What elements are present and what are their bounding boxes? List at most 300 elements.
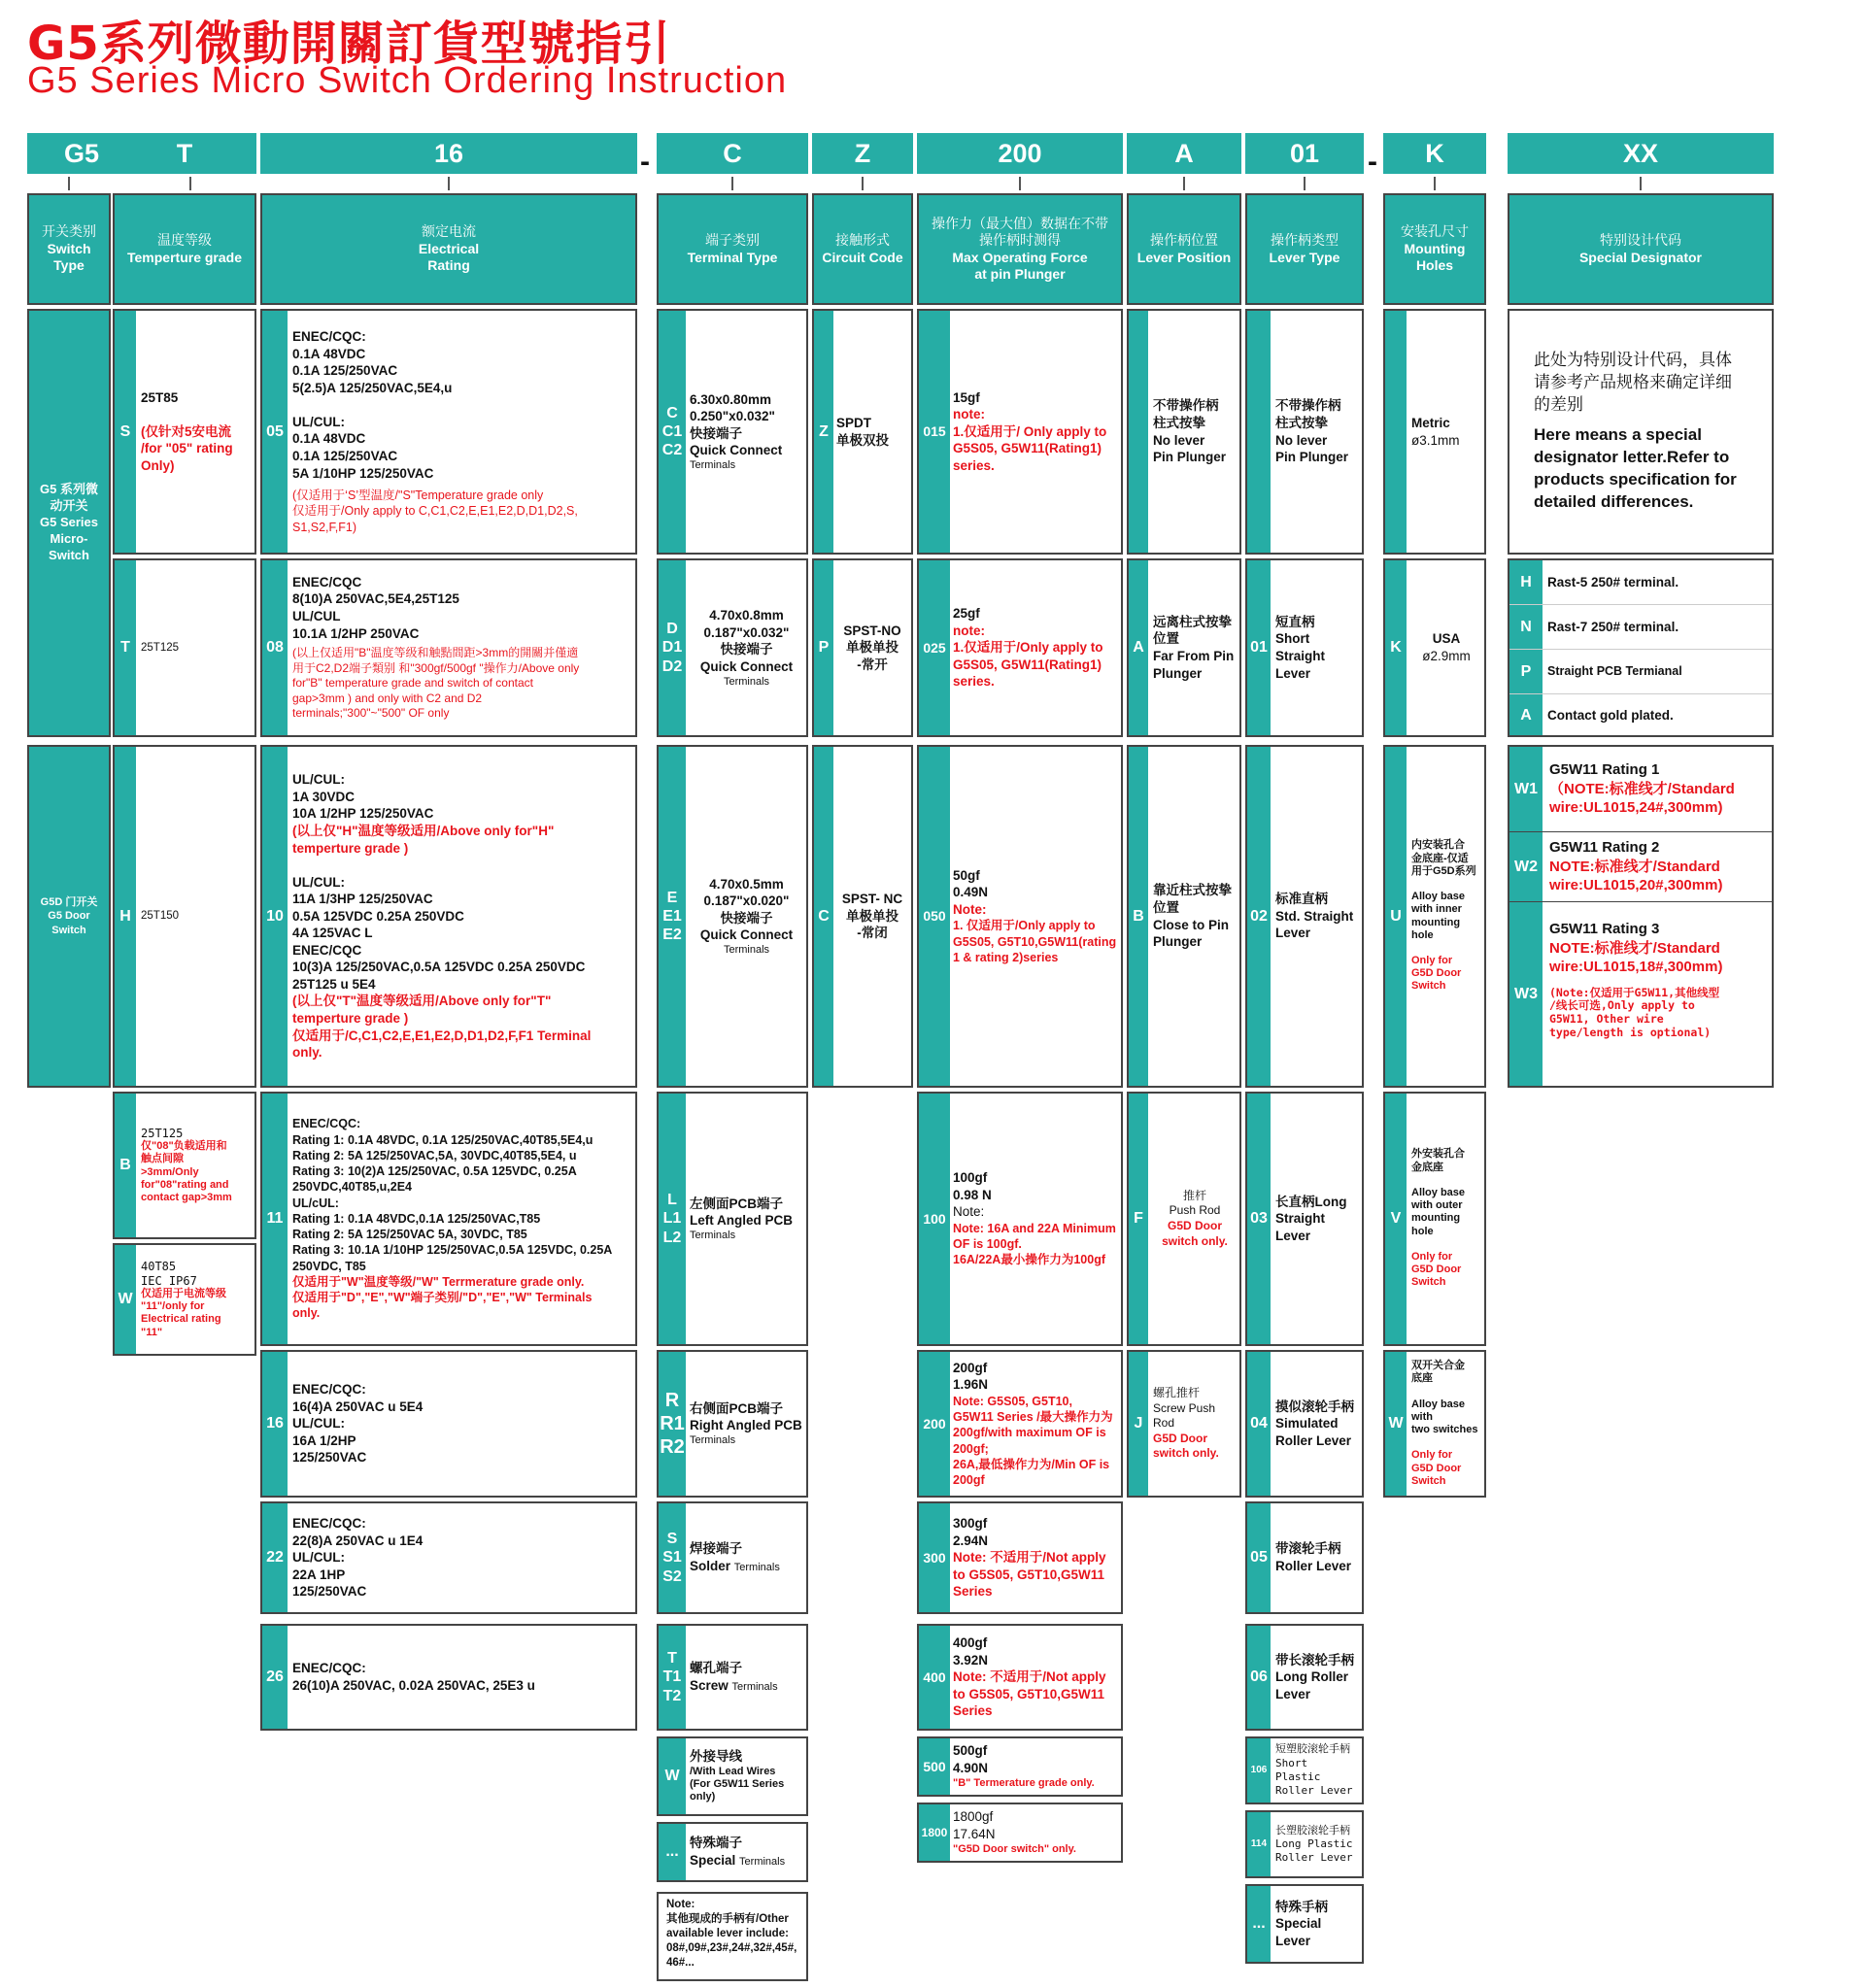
cell-text: Rod — [1153, 1416, 1175, 1431]
cell-text: 4.70x0.8mm — [709, 608, 784, 623]
code-label: W1 — [1509, 747, 1543, 831]
header-switch-type — [27, 193, 111, 305]
cell-text: Rast-7 250# terminal. — [1547, 619, 1679, 634]
cell-text: Only for — [1411, 1449, 1453, 1462]
lever-pos-f — [1127, 1092, 1241, 1346]
cell-text: 不带操作柄 — [1275, 398, 1341, 414]
special-a — [1509, 694, 1774, 737]
cell-text: 触点间隙 — [141, 1153, 184, 1165]
cell-text: only) — [690, 1791, 716, 1803]
cell-text: Metric — [1411, 415, 1450, 430]
cell-text: G5 系列微 — [40, 482, 98, 497]
cell-text: to G5S05, G5T10,G5W11 — [953, 1686, 1105, 1702]
cell-text: 22A 1HP — [292, 1567, 346, 1582]
header-cn: 操作柄时测得 — [979, 232, 1061, 248]
mounting-k — [1383, 558, 1486, 737]
cell-text: 用于C2,D2端子類别 和"300gf/500gf "操作力/Above only — [292, 660, 580, 675]
circuit-c — [812, 745, 913, 1088]
cell-text: SPDT — [836, 415, 872, 430]
cell-text: Note: G5S05, G5T10, — [953, 1394, 1072, 1408]
cell-text: Alloy base — [1411, 891, 1466, 903]
cell-text: Rating 2: 5A 125/250VAC 5A, 30VDC, T85 — [292, 1228, 527, 1242]
force-025 — [917, 558, 1123, 737]
cell-text: Lever — [1275, 1933, 1311, 1948]
code-label: 05 — [262, 311, 288, 553]
cell-text: Rating 2: 5A 125/250VAC,5A, 30VDC,40T85,5E4, u — [292, 1148, 577, 1162]
cell-text: No lever — [1153, 432, 1205, 448]
code-label: T — [667, 1650, 677, 1668]
cell-text: 5A 1/10HP 125/250VAC — [292, 465, 434, 481]
cell-text: 26(10)A 250VAC, 0.02A 250VAC, 25E3 u — [292, 1678, 535, 1693]
cell-text: 位置 — [1153, 631, 1179, 647]
rating-16 — [260, 1350, 637, 1498]
cell-text: 300gf — [953, 1516, 988, 1532]
header-en: Special Designator — [1578, 249, 1703, 265]
cell-text: ENEC/CQC: — [292, 1516, 366, 1532]
special-w3 — [1509, 902, 1774, 1086]
cell-text: G5D Door — [1153, 1431, 1208, 1445]
code-label: 26 — [262, 1626, 288, 1729]
code-label: B — [115, 1094, 136, 1237]
cell-text: two switches — [1411, 1424, 1478, 1435]
code-label: C1 — [661, 422, 683, 440]
cell-text: Rating 3: 10(2)A 125/250VAC, 0.5A 125VDC, 0.25A — [292, 1164, 577, 1179]
cell-text: Rast-5 250# terminal. — [1547, 574, 1679, 590]
code-label: S — [666, 1531, 678, 1548]
cell-text: temperture grade ) — [292, 1011, 409, 1026]
header-en: Max Operating Force — [952, 249, 1088, 265]
cell-text: contact gap>3mm — [141, 1191, 232, 1203]
cell-text: Switch — [49, 547, 89, 562]
cell-text: 200gf — [953, 1473, 985, 1488]
cell-text: Alloy base — [1411, 1187, 1466, 1199]
cell-text: wire:UL1015,18#,300mm) — [1549, 959, 1723, 975]
cell-text: Terminals — [739, 1856, 786, 1868]
cell-text: 17.64N — [953, 1826, 996, 1841]
cell-text: 的差别 — [1534, 395, 1583, 415]
cell-text: 快接端子 — [690, 425, 742, 441]
cell-text: /With Lead Wires — [690, 1765, 776, 1777]
code-a: A — [1127, 133, 1241, 174]
cell-text: ENEC/CQC: — [292, 329, 366, 345]
cell-text: 25T150 — [141, 910, 180, 923]
cell-text: /线长可选,Only apply to — [1549, 998, 1695, 1013]
cell-text: SPST-NO — [843, 623, 901, 638]
cell-text: Series — [953, 1584, 993, 1600]
cell-text: IEC IP67 — [141, 1273, 197, 1288]
cell-text: Rating 1: 0.1A 48VDC,0.1A 125/250VAC,T85 — [292, 1211, 541, 1226]
header-cn: 特别设计代码 — [1600, 232, 1681, 248]
cell-text: ENEC/CQC — [292, 942, 362, 958]
force-1800 — [917, 1803, 1123, 1863]
cell-text: designator letter.Refer to — [1534, 447, 1730, 466]
header-en: Temperture grade — [127, 249, 242, 265]
cell-text: Terminals — [723, 944, 770, 956]
code-label: C — [814, 747, 833, 1086]
lever-pos-j — [1127, 1350, 1241, 1498]
header-circuit — [812, 193, 913, 305]
lever-type-04 — [1245, 1350, 1364, 1498]
cell-text: to G5S05, G5T10,G5W11 — [953, 1567, 1105, 1582]
lever-type-special — [1245, 1884, 1364, 1964]
cell-text: 15gf — [953, 389, 980, 405]
cell-text: 1.仅适用于/Only apply to — [953, 640, 1103, 656]
code-label — [1385, 311, 1407, 553]
lever-type-01 — [1245, 558, 1364, 737]
rating-26 — [260, 1624, 637, 1731]
code-label: 01 — [1247, 560, 1271, 735]
cell-text: gap>3mm ) and only with C2 and D2 — [292, 691, 483, 705]
code-16: 16 — [260, 133, 637, 174]
connector-line — [189, 177, 191, 190]
cell-text: note: — [953, 407, 985, 422]
header-temperature — [113, 193, 256, 305]
cell-text: 0.1A 48VDC — [292, 346, 366, 361]
cell-text: S1,S2,F,F1) — [292, 520, 356, 534]
code-label: T — [115, 560, 136, 735]
header-en: Type — [53, 257, 85, 274]
cell-text: Short Plastic — [1275, 1756, 1321, 1783]
cell-text: 100gf — [953, 1170, 988, 1186]
cell-text: ø2.9mm — [1422, 649, 1471, 663]
cell-text: 特殊手柄 — [1275, 1899, 1328, 1914]
cell-text: G5W11, Other wire — [1549, 1012, 1664, 1027]
code-z: Z — [812, 133, 913, 174]
terminal-c — [657, 309, 808, 555]
cell-text: 摸似滚轮手柄 — [1275, 1398, 1354, 1414]
cell-text: 动开关 — [50, 498, 88, 514]
code-label: T1 — [662, 1668, 682, 1686]
cell-text: Short — [1275, 631, 1310, 647]
code-label: 04 — [1247, 1352, 1271, 1496]
cell-text: 4.90N — [953, 1760, 989, 1775]
code-label: 050 — [919, 747, 950, 1086]
note-text: 其他现成的手柄有/Other — [666, 1912, 789, 1925]
terminal-r — [657, 1350, 808, 1498]
special-w2 — [1509, 832, 1774, 902]
cell-text: Note: — [953, 901, 987, 917]
switch-type-g5d — [27, 745, 111, 1088]
rating-05 — [260, 309, 637, 555]
cell-text: 底座 — [1411, 1372, 1433, 1385]
cell-text: 仅"08"负载适用和 — [141, 1140, 227, 1153]
terminal-d — [657, 558, 808, 737]
code-label — [1247, 311, 1271, 553]
note-text: Note: — [666, 1899, 695, 1910]
cell-text: 远离柱式按挚 — [1153, 614, 1232, 629]
cell-text: 25T85 — [141, 389, 179, 405]
cell-text: 50gf — [953, 867, 980, 883]
header-en: Holes — [1415, 257, 1454, 274]
cell-text: 请参考产品规格来确定详细 — [1534, 373, 1732, 392]
cell-text: Roller Lever — [1275, 1851, 1353, 1865]
cell-text: Roller Lever — [1275, 1784, 1353, 1798]
cell-text: 125/250VAC — [292, 1584, 367, 1600]
header-lever-type — [1245, 193, 1364, 305]
cell-text: NOTE:标准线才/Standard — [1549, 858, 1720, 875]
mounting-u — [1383, 745, 1486, 1088]
cell-text: temperture grade ) — [292, 840, 409, 856]
code-01: 01 — [1245, 133, 1364, 174]
cell-text: hole — [1411, 928, 1434, 941]
code-dash-1: - — [640, 146, 650, 178]
cell-text: G5D Door — [1411, 1462, 1462, 1474]
cell-text: 25T125 u 5E4 — [292, 976, 376, 992]
code-label: 06 — [1247, 1626, 1271, 1729]
cell-text: 不带操作柄 — [1153, 398, 1219, 414]
cell-text: Lever — [1275, 1228, 1311, 1243]
rating-10 — [260, 745, 637, 1088]
code-t: T — [113, 133, 256, 174]
cell-text: 单极单投 — [846, 908, 899, 924]
code-label: T2 — [662, 1687, 682, 1704]
code-c: C — [657, 133, 808, 174]
cell-text: G5D Door — [1411, 1264, 1462, 1276]
code-label: H — [1509, 560, 1543, 604]
note-text: available lever include: — [666, 1927, 789, 1939]
cell-text: Close to Pin — [1153, 917, 1230, 932]
cell-text: 带滚轮手柄 — [1275, 1541, 1341, 1557]
cell-text: (Note:仅适用于G5W11,其他线型 — [1549, 985, 1720, 999]
force-400 — [917, 1624, 1123, 1731]
cell-text: Switch — [1411, 1276, 1446, 1289]
cell-text: for"08"rating and — [141, 1178, 229, 1191]
connector-line — [1434, 177, 1436, 190]
code-label: L1 — [662, 1210, 682, 1228]
cell-text: 1.仅适用于/ Only apply to — [953, 423, 1107, 439]
cell-text: Plunger — [1153, 665, 1203, 681]
terminal-s — [657, 1501, 808, 1614]
cell-text: G5W11 Rating 3 — [1549, 921, 1660, 937]
cell-text: 10A 1/2HP 125/250VAC — [292, 806, 434, 822]
code-label: 22 — [262, 1503, 288, 1612]
cell-text: Special — [1275, 1916, 1322, 1932]
cell-text: 0.49N — [953, 885, 989, 900]
cell-text: mounting hole — [1411, 1212, 1461, 1237]
header-cn: 接触形式 — [835, 232, 890, 248]
cell-text: 4.70x0.5mm — [709, 876, 784, 892]
cell-text: 短直柄 — [1275, 614, 1315, 629]
cell-text: "G5D Door switch" only. — [953, 1843, 1076, 1856]
code-label: 400 — [919, 1626, 950, 1729]
connector-line — [731, 177, 733, 190]
cell-text: USA — [1432, 631, 1461, 647]
connector-line — [862, 177, 864, 190]
cell-text: 1A 30VDC — [292, 789, 356, 804]
cell-text: 柱式按挚 — [1275, 415, 1328, 430]
cell-text: OF is 100gf. — [953, 1237, 1022, 1252]
cell-text: 仅适用于/C,C1,C2,E,E1,E2,D,D1,D2,F,F1 Terminal — [292, 1028, 592, 1043]
header-en: Lever Type — [1269, 249, 1340, 265]
cell-text: Only) — [141, 457, 175, 473]
cell-text: Terminals — [723, 675, 770, 688]
code-label: J — [1129, 1352, 1148, 1496]
cell-text: Terminals — [733, 1562, 780, 1573]
terminal-w — [657, 1736, 808, 1816]
cell-text: UL/CUL: — [292, 414, 345, 429]
lever-type-05 — [1245, 1501, 1364, 1614]
cell-text: Solder — [690, 1559, 731, 1573]
cell-text: Straight — [1275, 1211, 1326, 1227]
code-g5: G5 — [27, 133, 136, 174]
cell-text: 长直柄Long — [1275, 1194, 1347, 1209]
code-label: S2 — [662, 1567, 682, 1585]
cell-text: 靠近柱式按挚 — [1153, 883, 1232, 898]
cell-text: "11"/only for — [141, 1300, 205, 1313]
lever-type-03 — [1245, 1092, 1364, 1346]
cell-text: 快接端子 — [720, 642, 773, 657]
header-cn: 温度等级 — [157, 232, 212, 248]
cell-text: 螺孔推杆 — [1153, 1386, 1201, 1400]
special-group-1 — [1508, 558, 1774, 737]
lever-pos-a — [1127, 558, 1241, 737]
cell-text: 200gf — [953, 1360, 988, 1375]
cell-text: ENEC/CQC: — [292, 1382, 366, 1398]
code-label: 1800 — [919, 1804, 950, 1861]
cell-text: Alloy base with — [1411, 1398, 1466, 1423]
cell-text: Terminals — [690, 459, 736, 471]
header-en: Electrical — [418, 240, 480, 256]
cell-text: G5S05, G5W11(Rating1) — [953, 657, 1102, 672]
circuit-z — [812, 309, 913, 555]
cell-text: Left Angled PCB — [690, 1213, 793, 1229]
cell-text: Far From Pin — [1153, 649, 1235, 663]
cell-text: Long Plastic — [1275, 1836, 1353, 1850]
code-label: S1 — [662, 1549, 682, 1567]
code-label: 200 — [919, 1352, 950, 1496]
cell-text: G5S05, G5T10,G5W11(rating — [953, 934, 1117, 949]
cell-text: 金底座-仅适 — [1411, 852, 1469, 864]
cell-text: 0.1A 125/250VAC — [292, 448, 398, 463]
cell-text: Screw — [690, 1678, 729, 1693]
temp-s — [113, 309, 256, 555]
cell-text: 内安装孔合 — [1411, 839, 1465, 852]
cell-text: SPST- NC — [841, 892, 903, 907]
header-rating — [260, 193, 637, 305]
cell-text: G5D Door — [1411, 967, 1462, 980]
cell-text: series. — [953, 674, 995, 690]
cell-text: Lever — [1275, 1686, 1311, 1702]
cell-text: Long Roller — [1275, 1669, 1348, 1685]
connector-line — [68, 177, 70, 190]
title-chinese: G5系列微動開關訂貨型號指引 — [27, 17, 671, 71]
cell-text: Here means a special — [1534, 425, 1702, 445]
cell-text: 双开关合金 — [1411, 1360, 1465, 1372]
code-label: N — [1509, 605, 1543, 649]
cell-text: Push Rod — [1169, 1203, 1221, 1218]
cell-text: Pin Plunger — [1275, 450, 1349, 465]
cell-text: UL/cUL: — [292, 1196, 339, 1210]
switch-type-g5 — [27, 309, 111, 737]
header-en: Terminal Type — [687, 249, 778, 265]
code-label: P — [814, 560, 833, 735]
cell-text: 400gf — [953, 1635, 988, 1651]
cell-text: (以上仅适用"B"温度等级和触點間距>3mm的開關并僅適 — [292, 646, 579, 660]
code-label: D — [666, 621, 678, 638]
cell-text: 短塑胶滚轮手柄 — [1275, 1742, 1350, 1756]
code-label: 16 — [262, 1352, 288, 1496]
cell-text: 16(4)A 250VAC u 5E4 — [292, 1398, 424, 1414]
cell-text: 单极双投 — [836, 432, 889, 448]
code-label: 114 — [1247, 1812, 1271, 1876]
header-en: Circuit Code — [822, 249, 903, 265]
code-label — [1129, 311, 1148, 553]
cell-text: /for "05" rating — [141, 441, 233, 456]
code-label: A — [1509, 694, 1543, 737]
special-w1 — [1509, 747, 1774, 832]
code-label: 100 — [919, 1094, 950, 1344]
cell-text: 右侧面PCB端子 — [690, 1400, 784, 1416]
cell-text: 位置 — [1153, 899, 1179, 915]
cell-text: Std. Straight — [1275, 908, 1354, 924]
cell-text: (仅针对5安电流 — [141, 423, 232, 439]
cell-text: switch only. — [1162, 1233, 1228, 1248]
code-label: Z — [814, 311, 833, 553]
cell-text: detailed differences. — [1534, 491, 1694, 511]
cell-text: UL/CUL: — [292, 1416, 345, 1432]
cell-text: 0.1A 125/250VAC — [292, 363, 398, 379]
cell-text: G5W11 Series /最大操作力为 — [953, 1410, 1113, 1425]
cell-text: 此处为特别设计代码，具体 — [1534, 351, 1732, 370]
special-intro — [1508, 309, 1774, 555]
cell-text: type/length is optional) — [1549, 1025, 1712, 1039]
cell-text: 0.187"x0.032" — [703, 624, 790, 640]
code-label: 08 — [262, 560, 288, 735]
cell-text: 250VDC, T85 — [292, 1259, 366, 1273]
code-label: ... — [1247, 1886, 1271, 1962]
cell-text: G5S05, G5W11(Rating1) — [953, 441, 1102, 456]
code-label: V — [1385, 1094, 1407, 1344]
cell-text: UL/CUL: — [292, 1550, 345, 1566]
cell-text: 外接导线 — [690, 1749, 742, 1765]
cell-text: UL/CUL: — [292, 772, 345, 788]
cell-text: wire:UL1015,20#,300mm) — [1549, 877, 1723, 894]
cell-text: Roller Lever — [1275, 1432, 1352, 1448]
code-label: C2 — [661, 442, 683, 459]
code-label: U — [1385, 747, 1407, 1086]
code-label: D2 — [661, 657, 683, 675]
cell-text: Pin Plunger — [1153, 450, 1227, 465]
cell-text: >3mm/Only — [141, 1165, 199, 1178]
cell-text: Rating 3: 10.1A 1/10HP 125/250VAC,0.5A 125VDC, 0.25A — [292, 1243, 613, 1258]
cell-text: 仅适用于电流等级 — [141, 1288, 226, 1300]
code-label: A — [1129, 560, 1148, 735]
cell-text: G5 Door — [48, 910, 90, 923]
terminal-l — [657, 1092, 808, 1346]
code-label: 11 — [262, 1094, 288, 1344]
lever-type-06 — [1245, 1624, 1364, 1731]
cell-text: Lever — [1275, 665, 1311, 681]
cell-text: (仅适用于‘S’型温度/"S"Temperature grade only — [292, 489, 544, 503]
cell-text: G5D 门开关 — [40, 896, 98, 909]
cell-text: 25T125 — [141, 641, 180, 654]
cell-text: 26A,最低操作力为/Min OF is — [953, 1457, 1110, 1471]
code-label: S — [115, 311, 136, 553]
cell-text: 金底座 — [1411, 1161, 1443, 1173]
special-group-2 — [1508, 745, 1774, 1088]
cell-text: (以上仅"H"温度等级适用/Above only for"H" — [292, 823, 555, 838]
cell-text: 特殊端子 — [690, 1836, 742, 1851]
cell-text: 40T85 — [141, 1260, 177, 1274]
cell-text: Lever — [1275, 926, 1311, 941]
cell-text: ENEC/CQC — [292, 574, 362, 590]
code-label: C — [666, 404, 678, 421]
cell-text: 快接端子 — [720, 910, 773, 926]
code-label: E — [666, 889, 678, 906]
cell-text: 推杆 — [1182, 1188, 1206, 1202]
force-500 — [917, 1736, 1123, 1797]
force-300 — [917, 1501, 1123, 1614]
